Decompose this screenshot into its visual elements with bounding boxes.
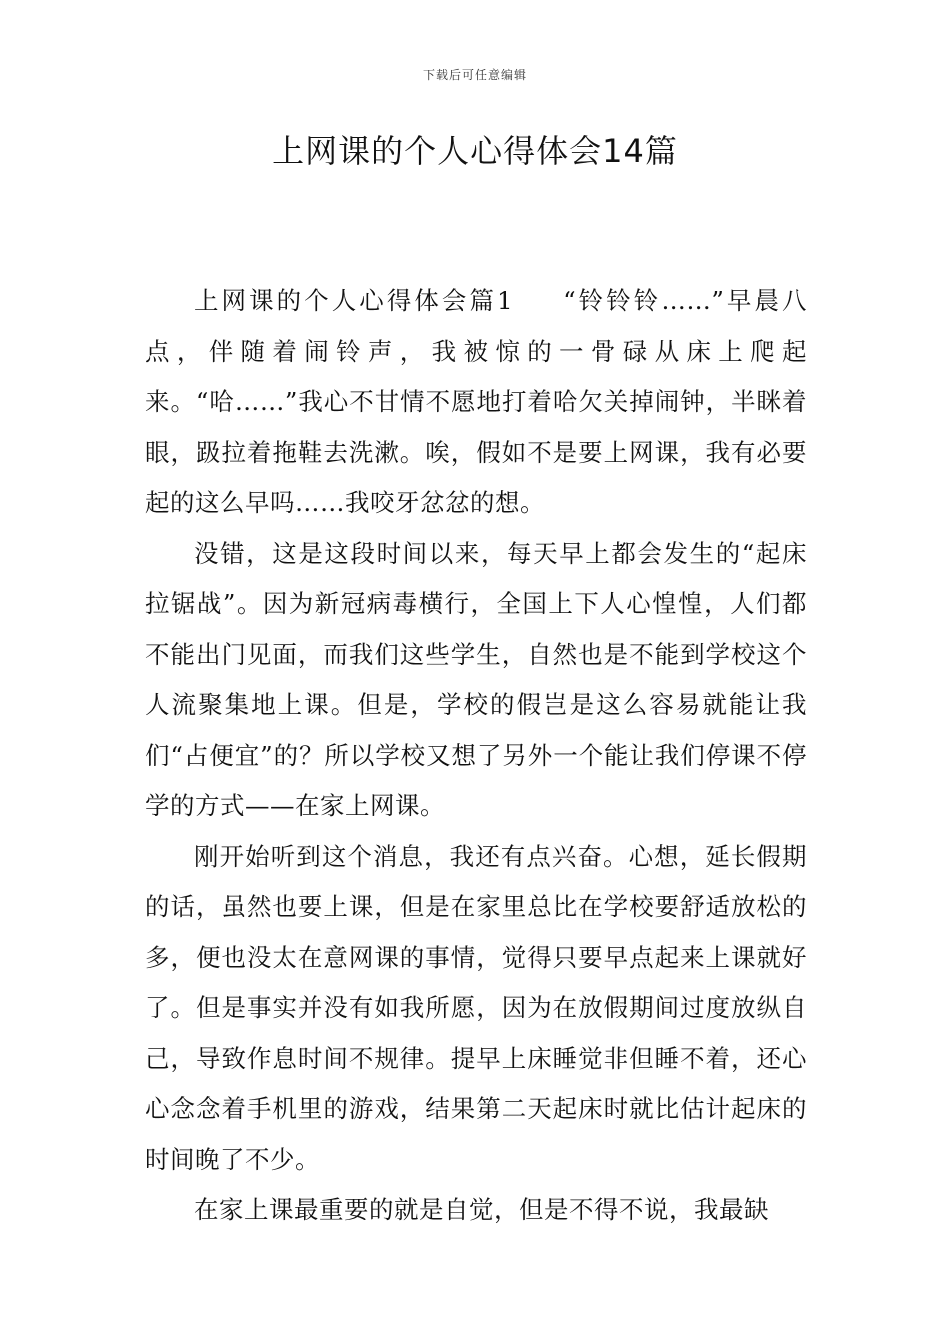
paragraph-text: “铃铃铃……”早晨八点，伴随着闹铃声，我被惊的一骨碌从床上爬起来。“哈……”我心不甘情不愿地打着哈欠关掉闹钟，半眯着眼，趿拉着拖鞋去洗漱。唉，假如不是要上网课，我有必要起的这么早吗……我咬牙忿忿的想。: [145, 286, 807, 517]
paragraph-4: 在家上课最重要的就是自觉，但是不得不说，我最缺: [194, 1195, 769, 1224]
header-note: 下载后可任意编辑: [422, 68, 527, 82]
paragraph-1: [145, 276, 807, 529]
paragraph-3: 刚开始听到这个消息，我还有点兴奋。心想，延长假期的话，虽然也要上课，但是在家里总比在学校要舒适放松的多，便也没太在意网课的事情，觉得只要早点起来上课就好了。但是事实并没有如我所愿，因为在放假期间过度放纵自己，导致作息时间不规律。提早上床睡觉非但睡不着，还心心念念着手机里的游戏，结果第二天起床时就比估计起床的时间晚了不少。: [145, 841, 807, 1174]
paragraph-2: 没错，这是这段时间以来，每天早上都会发生的“起床拉锯战”。因为新冠病毒横行，全国上下人心惶惶，人们都不能出门见面，而我们这些学生，自然也是不能到学校这个人流聚集地上课。但是，学校的假岂是这么容易就能让我们“占便宜”的？所以学校又想了另外一个能让我们停课不停学的方式——在家上网课。: [145, 538, 807, 820]
section-heading: 上网课的个人心得体会篇1: [194, 286, 514, 315]
document-body: [145, 276, 807, 1236]
document-title: 上网课的个人心得体会14篇: [272, 132, 678, 170]
